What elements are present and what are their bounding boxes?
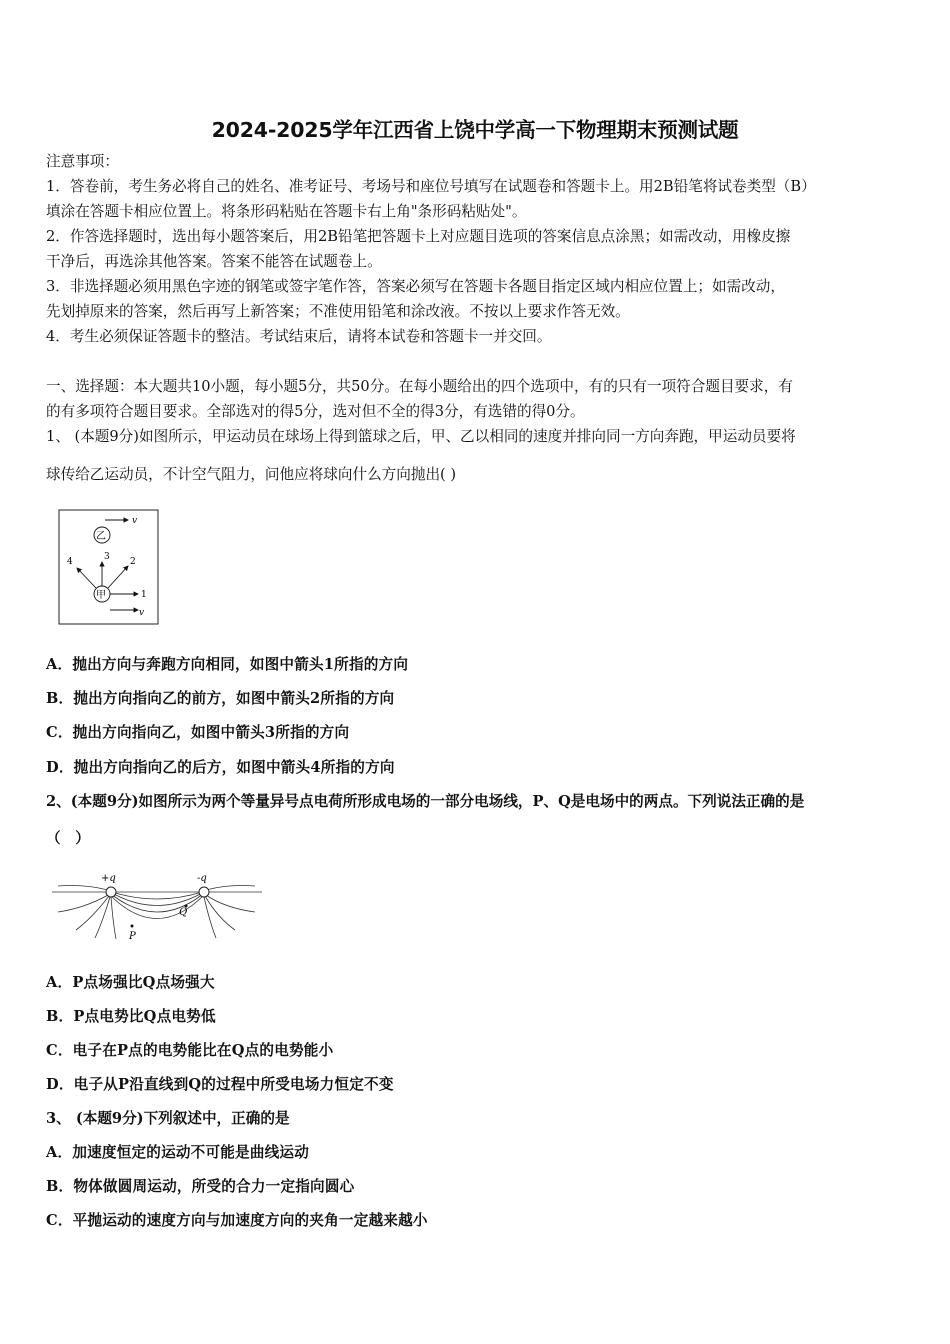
- notice-heading: 注意事项：: [46, 153, 119, 170]
- field-line: [205, 896, 235, 930]
- page-title: 2024-2025学年江西省上饶中学高一下物理期末预测试题: [211, 118, 739, 142]
- arrow-1-label: 1: [141, 590, 147, 600]
- notice-line: 2．作答选择题时，选出每小题答案后，用2B铅笔把答题卡上对应题目选项的答案信息点涂黑；如需改动，用橡皮擦: [46, 228, 791, 245]
- q2-option-d: D．电子从P沿直线到Q的过程中所受电场力恒定不变: [46, 1076, 394, 1093]
- point-p: [131, 925, 134, 928]
- velocity-label: v: [139, 608, 145, 618]
- q1-option-a: A．抛出方向与奔跑方向相同，如图中箭头1所指的方向: [46, 656, 409, 673]
- point-p-label: P: [129, 931, 136, 942]
- positive-charge-label: +q: [101, 873, 116, 884]
- point-q-label: Q: [179, 907, 188, 918]
- section-instruction: 一、选择题：本大题共10小题，每小题5分，共50分。在每小题给出的四个选项中，有的只有一项符合题目要求，有: [46, 378, 793, 395]
- velocity-label: v: [132, 516, 138, 526]
- field-line: [58, 886, 108, 891]
- q3-option-b: B．物体做圆周运动，所受的合力一定指向圆心: [46, 1178, 355, 1195]
- positive-charge: [106, 887, 116, 897]
- q3-option-a: A．加速度恒定的运动不可能是曲线运动: [46, 1144, 310, 1161]
- field-line: [206, 895, 255, 912]
- notice-line: 填涂在答题卡相应位置上。将条形码粘贴在答题卡右上角"条形码粘贴处"。: [46, 203, 527, 220]
- field-line: [206, 886, 255, 891]
- q1-stem: 球传给乙运动员，不计空气阻力，问他应将球向什么方向抛出( ): [46, 466, 457, 483]
- field-line: [112, 892, 202, 899]
- negative-charge: [199, 887, 209, 897]
- field-line: [111, 897, 116, 939]
- q2-figure: [50, 868, 266, 944]
- q2-option-a: A．P点场强比Q点场强大: [46, 974, 215, 991]
- notice-line: 1．答卷前，考生务必将自己的姓名、准考证号、考场号和座位号填写在试题卷和答题卡上。用2B铅笔将试卷类型（B）: [46, 178, 816, 195]
- q1-stem: 1、 (本题9分)如图所示，甲运动员在球场上得到篮球之后，甲、乙以相同的速度并排向同一方向奔跑，甲运动员要将: [46, 428, 796, 445]
- q1-figure: [58, 509, 160, 626]
- player-a-label: 甲: [96, 590, 106, 601]
- q1-option-d: D．抛出方向指向乙的后方，如图中箭头4所指的方向: [46, 759, 395, 776]
- notice-line: 干净后，再选涂其他答案。答案不能答在试题卷上。: [46, 253, 382, 270]
- figure-frame: [59, 510, 158, 624]
- arrow-3-label: 3: [104, 552, 110, 562]
- q2-option-b: B．P点电势比Q点电势低: [46, 1008, 216, 1025]
- q2-stem: （ ）: [46, 830, 90, 847]
- arrow-4: [77, 568, 96, 588]
- q2-stem: 2、(本题9分)如图所示为两个等量异号点电荷所形成电场的一部分电场线，P、Q是电场中的两点。下列说法正确的是: [46, 793, 805, 810]
- negative-charge-label: -q: [197, 873, 207, 884]
- field-line: [95, 897, 110, 938]
- field-line: [204, 897, 216, 938]
- q3-option-c: C．平抛运动的速度方向与加速度方向的夹角一定越来越小: [46, 1212, 428, 1229]
- field-line: [111, 894, 203, 912]
- q3-stem: 3、 (本题9分)下列叙述中，正确的是: [46, 1110, 290, 1127]
- notice-line: 先划掉原来的答案，然后再写上新答案；不准使用铅笔和涂改液。不按以上要求作答无效。: [46, 303, 630, 320]
- player-b-label: 乙: [96, 531, 106, 542]
- field-line: [76, 896, 109, 930]
- q1-option-b: B．抛出方向指向乙的前方，如图中箭头2所指的方向: [46, 690, 395, 707]
- arrow-2-label: 2: [130, 557, 136, 567]
- section-instruction: 的有多项符合题目要求。全部选对的得5分，选对但不全的得3分，有选错的得0分。: [46, 403, 585, 420]
- arrow-4-label: 4: [67, 557, 73, 567]
- q2-option-c: C．电子在P点的电势能比在Q点的电势能小: [46, 1042, 334, 1059]
- notice-line: 4．考生必须保证答题卡的整洁。考试结束后，请将本试卷和答题卡一并交回。: [46, 328, 552, 345]
- arrow-2: [108, 566, 128, 588]
- field-line: [58, 895, 108, 912]
- notice-line: 3．非选择题必须用黑色字迹的钢笔或签字笔作答，答案必须写在答题卡各题目指定区域内相应位置上；如需改动，: [46, 278, 785, 295]
- q1-option-c: C．抛出方向指向乙，如图中箭头3所指的方向: [46, 724, 350, 741]
